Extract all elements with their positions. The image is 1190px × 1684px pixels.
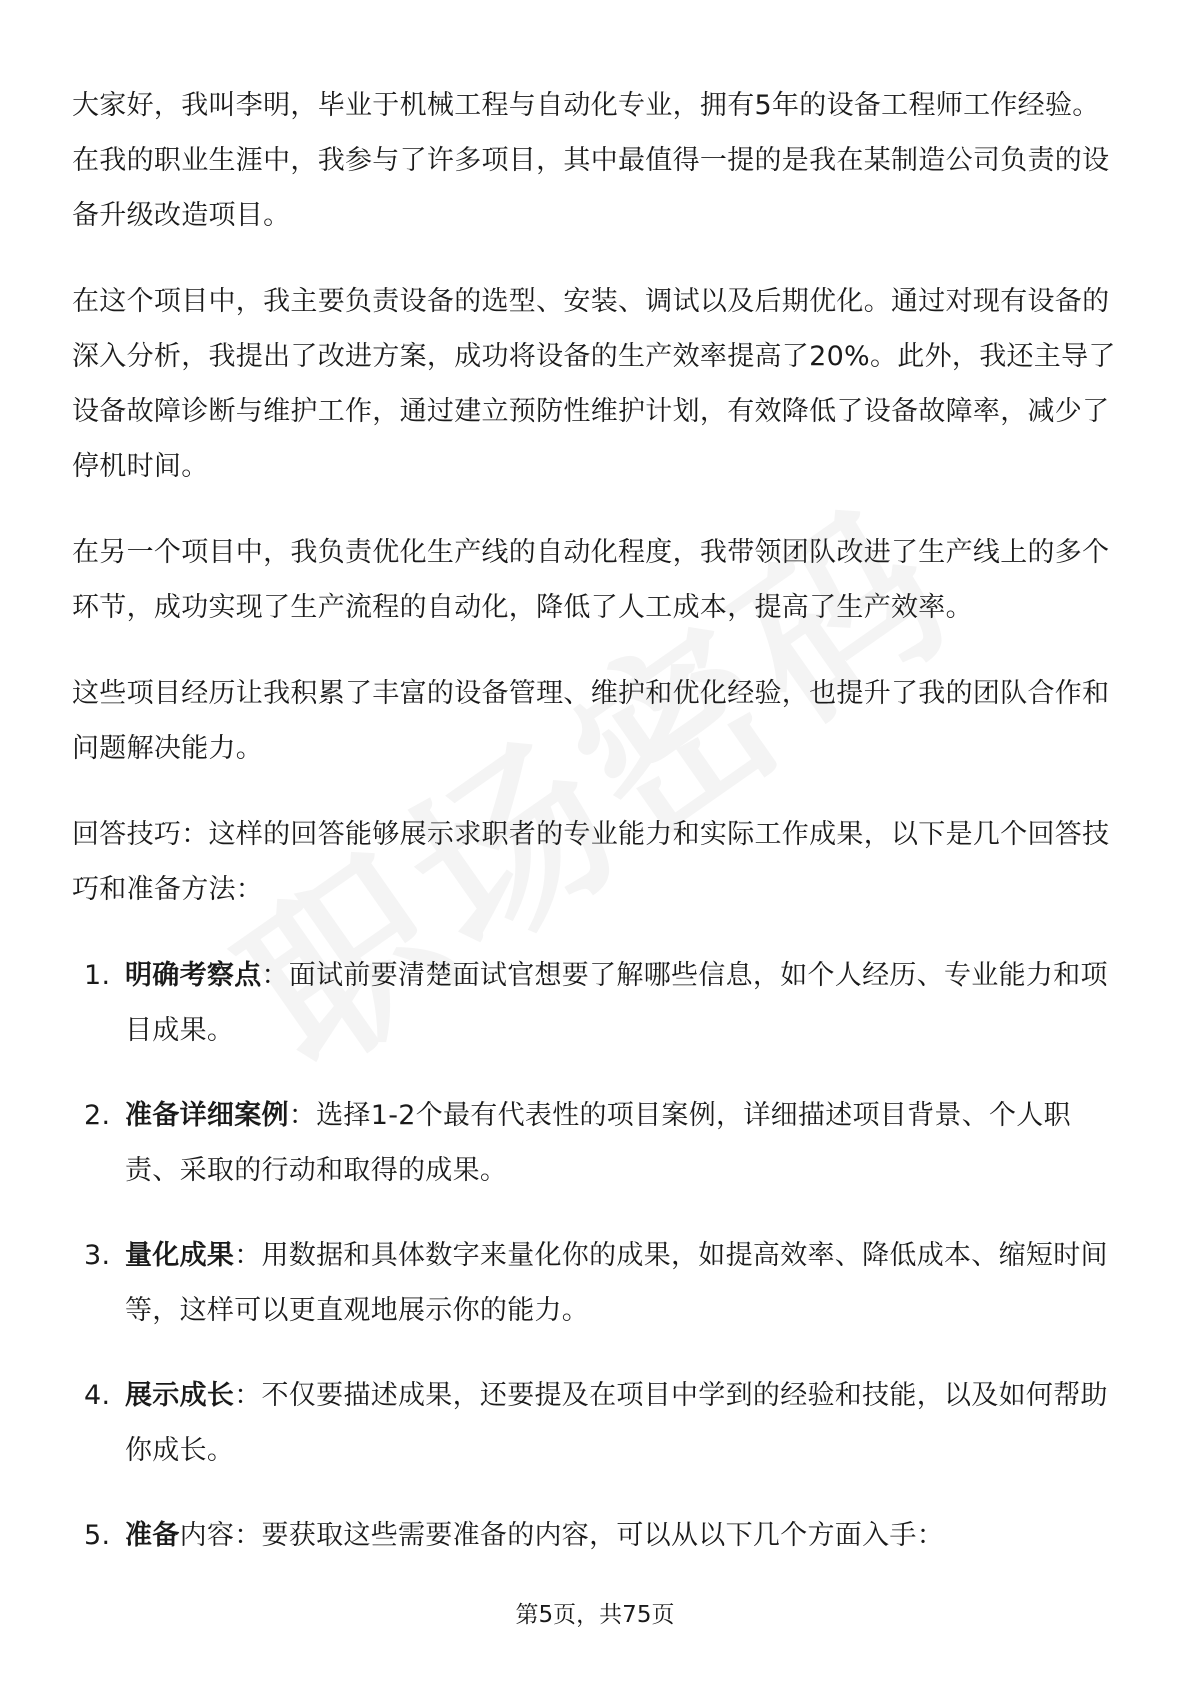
paragraph-project-two: 在另一个项目中，我负责优化生产线的自动化程度，我带领团队改进了生产线上的多个环节，成功实现了生产流程的自动化，降低了人工成本，提高了生产效率。 [72,537,1110,623]
paragraph-project-one: 在这个项目中，我主要负责设备的选型、安装、调试以及后期优化。通过对现有设备的深入分析，我提出了改进方案，成功将设备的生产效率提高了20%。此外，我还主导了设备故障诊断与维护工作，通过建立预防性维护计划，有效降低了设备故障率，减少了停机时间。 [72,286,1116,482]
list-number: 4. [84,1380,111,1411]
list-item-text: ：面试前要清楚面试官想要了解哪些信息，如个人经历、专业能力和项目成果。 [125,960,1108,1046]
list-item [72,1228,1122,1338]
page-footer: 第5页，共75页 [515,1602,675,1628]
list-item-text: ：选择1-2个最有代表性的项目案例，详细描述项目背景、个人职责、采取的行动和取得的成果。 [125,1100,1071,1186]
list-number: 1. [84,960,111,991]
list-number: 2. [84,1100,111,1131]
list-item [72,1508,1122,1563]
list-item [72,1368,1122,1478]
paragraph-summary: 这些项目经历让我积累了丰富的设备管理、维护和优化经验，也提升了我的团队合作和问题解决能力。 [72,678,1110,764]
list-number: 3. [84,1240,111,1271]
list-item-title: 准备详细案例 [125,1100,289,1131]
tips-list [72,948,1122,1563]
paragraph-answer-tips: 回答技巧：这样的回答能够展示求职者的专业能力和实际工作成果，以下是几个回答技巧和准备方法： [72,819,1110,905]
list-item-title: 展示成长 [125,1380,235,1411]
list-item-text: ：不仅要描述成果，还要提及在项目中学到的经验和技能，以及如何帮助你成长。 [125,1380,1108,1466]
list-item-text: ：用数据和具体数字来量化你的成果，如提高效率、降低成本、缩短时间等，这样可以更直观地展示你的能力。 [125,1240,1108,1326]
list-item [72,948,1122,1058]
list-item-title: 明确考察点 [125,960,262,991]
list-item-title: 准备 [125,1520,180,1551]
list-item [72,1088,1122,1198]
document-body [72,78,1122,1593]
paragraph-intro: 大家好，我叫李明，毕业于机械工程与自动化专业，拥有5年的设备工程师工作经验。在我的职业生涯中，我参与了许多项目，其中最值得一提的是我在某制造公司负责的设备升级改造项目。 [72,90,1110,231]
list-item-text: 内容：要获取这些需要准备的内容，可以从以下几个方面入手： [179,1520,945,1551]
list-number: 5. [84,1520,111,1551]
list-item-title: 量化成果 [125,1240,235,1271]
